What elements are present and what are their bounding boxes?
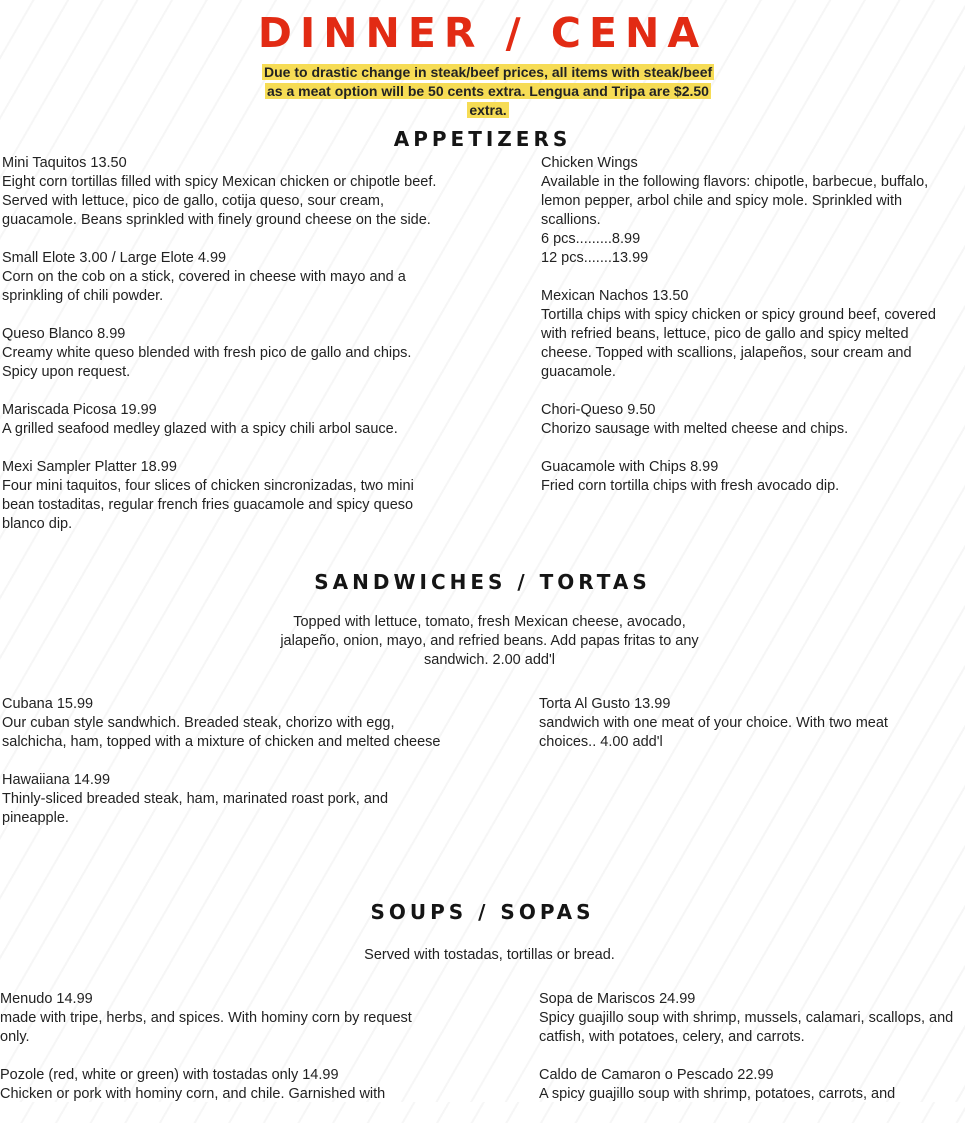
menu-item-queso-blanco bbox=[2, 325, 447, 382]
item-name: Guacamole with Chips 8.99 bbox=[541, 459, 719, 475]
sandwiches-heading: SANDWICHES / TORTAS bbox=[314, 570, 651, 594]
item-description: Tortilla chips with spicy chicken or spicy ground beef, covered with refried beans, lettuce, pico de gallo and spicy melted cheese. Topped with scallions, jalapeños, sour cream and guacamole. bbox=[541, 307, 940, 380]
soups-left-column bbox=[0, 990, 420, 1123]
menu-item-mariscada-picosa bbox=[2, 401, 447, 439]
item-name: Sopa de Mariscos 24.99 bbox=[539, 991, 696, 1007]
item-name: Small Elote 3.00 / Large Elote 4.99 bbox=[2, 250, 227, 266]
menu-item-guacamole bbox=[541, 458, 963, 496]
menu-item-chori-queso bbox=[541, 401, 963, 439]
menu-item-mexican-nachos bbox=[541, 287, 963, 382]
menu-item-pozole bbox=[0, 1066, 420, 1104]
item-name: Queso Blanco 8.99 bbox=[2, 326, 126, 342]
price-notice-text: Due to drastic change in steak/beef prices, all items with steak/beef as a meat option will be 50 cents extra. Lengua and Tripa are $2.50 extra. bbox=[264, 64, 713, 118]
item-price-6pcs: 6 pcs.........8.99 bbox=[541, 231, 641, 247]
item-description: Spicy guajillo soup with shrimp, mussels, calamari, scallops, and catfish, with potatoes, celery, and carrots. bbox=[539, 1010, 958, 1045]
item-description: Creamy white queso blended with fresh pico de gallo and chips. Spicy upon request. bbox=[2, 345, 416, 380]
item-description: A spicy guajillo soup with shrimp, potatoes, carrots, and bbox=[539, 1086, 896, 1102]
item-name: Mexican Nachos 13.50 bbox=[541, 288, 689, 304]
menu-item-caldo-de-camaron bbox=[539, 1066, 957, 1104]
item-name: Mariscada Picosa 19.99 bbox=[2, 402, 157, 418]
item-description: Four mini taquitos, four slices of chicken sincronizadas, two mini bean tostaditas, regular french fries guacamole and spicy queso blanco dip. bbox=[2, 478, 418, 532]
menu-item-chicken-wings bbox=[541, 154, 963, 268]
appetizers-right-column bbox=[541, 154, 963, 515]
item-description: Thinly-sliced breaded steak, ham, marinated roast pork, and pineapple. bbox=[2, 791, 393, 826]
menu-item-cubana bbox=[2, 695, 442, 752]
item-description: Chicken or pork with hominy corn, and chile. Garnished with bbox=[0, 1086, 386, 1102]
menu-item-sopa-de-mariscos bbox=[539, 990, 957, 1047]
item-description: Available in the following flavors: chipotle, barbecue, buffalo, lemon pepper, arbol chile and spicy mole. Sprinkled with scallions. bbox=[541, 174, 933, 228]
menu-item-elote bbox=[2, 249, 447, 306]
item-description: Corn on the cob on a stick, covered in cheese with mayo and a sprinkling of chili powder. bbox=[2, 269, 410, 304]
item-name: Mexi Sampler Platter 18.99 bbox=[2, 459, 177, 475]
price-notice bbox=[262, 63, 714, 120]
menu-title: DINNER / CENA bbox=[257, 9, 708, 57]
menu-item-hawaiiana bbox=[2, 771, 442, 828]
item-name: Caldo de Camaron o Pescado 22.99 bbox=[539, 1067, 774, 1083]
item-name: Chicken Wings bbox=[541, 155, 638, 171]
sandwiches-note: Topped with lettuce, tomato, fresh Mexican cheese, avocado, jalapeño, onion, mayo, and refried beans. Add papas fritas to any sandwich. 2.00 add'l bbox=[280, 614, 699, 668]
item-name: Chori-Queso 9.50 bbox=[541, 402, 656, 418]
item-description: A grilled seafood medley glazed with a spicy chili arbol sauce. bbox=[2, 421, 398, 437]
item-name: Hawaiiana 14.99 bbox=[2, 772, 111, 788]
item-description: made with tripe, herbs, and spices. With hominy corn by request only. bbox=[0, 1010, 416, 1045]
item-name: Pozole (red, white or green) with tostadas only 14.99 bbox=[0, 1067, 339, 1083]
item-name: Cubana 15.99 bbox=[2, 696, 94, 712]
soups-note: Served with tostadas, tortillas or bread. bbox=[364, 947, 615, 963]
sandwiches-left-column bbox=[2, 695, 442, 847]
menu-item-mexi-sampler bbox=[2, 458, 447, 534]
item-name: Mini Taquitos 13.50 bbox=[2, 155, 127, 171]
soups-right-column bbox=[539, 990, 957, 1123]
item-price-12pcs: 12 pcs.......13.99 bbox=[541, 250, 649, 266]
soups-heading: SOUPS / SOPAS bbox=[370, 900, 595, 924]
menu-item-torta-al-gusto bbox=[539, 695, 949, 752]
item-description: Fried corn tortilla chips with fresh avocado dip. bbox=[541, 478, 840, 494]
menu-item-mini-taquitos bbox=[2, 154, 447, 230]
item-description: Our cuban style sandwhich. Breaded steak, chorizo with egg, salchicha, ham, topped with a mixture of chicken and melted cheese bbox=[2, 715, 441, 750]
sandwiches-right-column bbox=[539, 695, 949, 771]
item-description: sandwich with one meat of your choice. With two meat choices.. 4.00 add'l bbox=[539, 715, 892, 750]
menu-item-menudo bbox=[0, 990, 420, 1047]
item-description: Chorizo sausage with melted cheese and chips. bbox=[541, 421, 849, 437]
item-name: Torta Al Gusto 13.99 bbox=[539, 696, 671, 712]
item-name: Menudo 14.99 bbox=[0, 991, 93, 1007]
appetizers-left-column bbox=[2, 154, 447, 553]
appetizers-heading: APPETIZERS bbox=[393, 127, 572, 151]
item-description: Eight corn tortillas filled with spicy Mexican chicken or chipotle beef. Served with lettuce, pico de gallo, cotija queso, sour cream, guacamole. Beans sprinkled with finely ground cheese on the side. bbox=[2, 174, 441, 228]
